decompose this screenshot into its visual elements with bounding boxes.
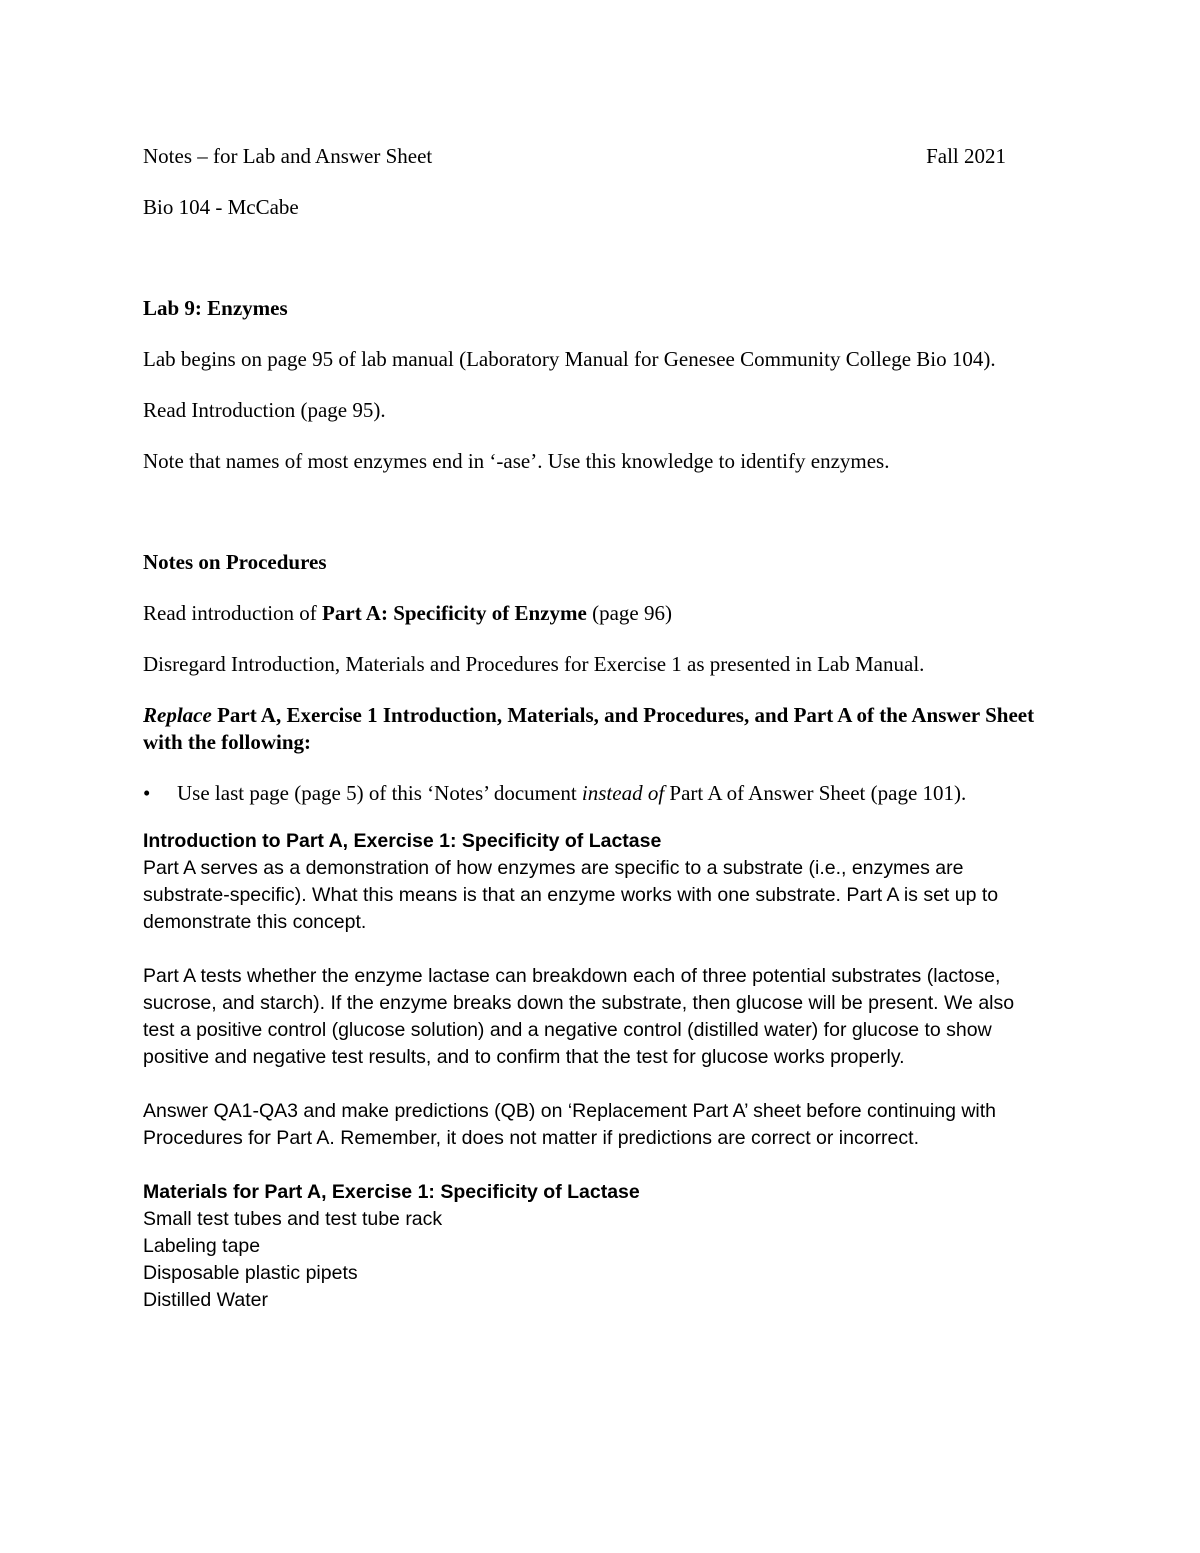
lab-heading: Lab 9: Enzymes <box>143 296 288 320</box>
intro-section-heading: Introduction to Part A, Exercise 1: Specificity of Lactase <box>143 830 662 852</box>
document-page <box>143 143 1048 1314</box>
part-a-title: Part A: Specificity of Enzyme <box>322 601 587 625</box>
read-introduction-text: Read Introduction (page 95). <box>143 398 386 422</box>
intro-paragraph-1: Part A serves as a demonstration of how enzymes are specific to a substrate (i.e., enzymes are substrate-specific). What this means is that an enzyme works with one substrate. Part A is set up to demonstrate this concept. <box>143 857 999 933</box>
bullet-pre: Use last page (page 5) of this ‘Notes’ document <box>177 781 582 805</box>
material-item: Disposable plastic pipets <box>143 1262 358 1284</box>
procedures-heading: Notes on Procedures <box>143 550 327 574</box>
replace-word: Replace <box>143 703 212 727</box>
replace-instruction <box>143 702 1048 756</box>
disregard-text: Disregard Introduction, Materials and Procedures for Exercise 1 as presented in Lab Manual. <box>143 652 925 676</box>
material-item: Labeling tape <box>143 1235 261 1257</box>
enzyme-naming-note: Note that names of most enzymes end in ‘-ase’. Use this knowledge to identify enzymes. <box>143 449 890 473</box>
instruction-bullets <box>143 780 1048 807</box>
term-label: Fall 2021 <box>926 144 1006 168</box>
document-title: Notes – for Lab and Answer Sheet <box>143 144 433 168</box>
material-item: Distilled Water <box>143 1289 268 1311</box>
read-part-a-intro-post: (page 96) <box>586 601 672 625</box>
intro-paragraph-2: Part A tests whether the enzyme lactase can breakdown each of three potential substrates (lactose, sucrose, and starch). If the enzyme breaks down the substrate, then glucose will be present. We also test a positive control (glucose solution) and a negative control (distilled water) for glucose to show positive and negative test results, and to confirm that the test for glucose works properly. <box>143 965 1015 1068</box>
bullet-emphasis: instead of <box>581 781 665 805</box>
course-label: Bio 104 - McCabe <box>143 195 299 219</box>
read-part-a-intro <box>143 600 1048 627</box>
read-part-a-intro-pre: Read introduction of <box>143 601 323 625</box>
bullet-post: Part A of Answer Sheet (page 101). <box>664 781 967 805</box>
materials-section <box>143 1179 1048 1314</box>
materials-heading: Materials for Part A, Exercise 1: Specificity of Lactase <box>143 1181 640 1203</box>
lab-begins-text: Lab begins on page 95 of lab manual (Laboratory Manual for Genesee Community College Bio 104). <box>143 347 996 371</box>
intro-paragraph-3: Answer QA1-QA3 and make predictions (QB) on ‘Replacement Part A’ sheet before continuing with Procedures for Part A. Remember, it does not matter if predictions are correct or incorrect. <box>143 1100 997 1149</box>
material-item: Small test tubes and test tube rack <box>143 1208 443 1230</box>
bullet-dot-icon: • <box>143 781 151 805</box>
bullet-item <box>143 780 1048 807</box>
replace-rest: Part A, Exercise 1 Introduction, Materials, and Procedures, and Part A of the Answer Sheet with the following: <box>143 703 1035 754</box>
intro-section <box>143 828 1048 1152</box>
header-line <box>143 143 1048 170</box>
